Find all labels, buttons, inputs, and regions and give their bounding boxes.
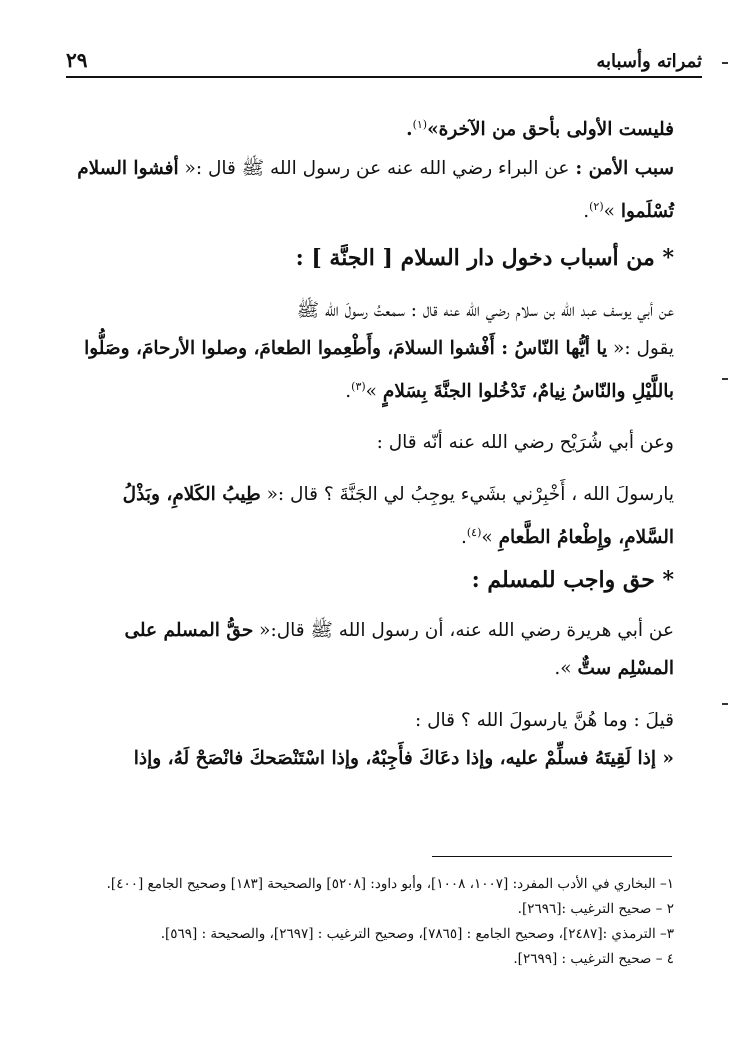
page-header xyxy=(66,36,702,78)
footnote-ref: (٣) xyxy=(351,380,366,393)
paragraph-5: يارسولَ الله ، أَخْبِرْني بشَيء يوجِبُ لي الجَنَّةَ ؟ قال :« طِيبُ الكَلامِ، وبَذْلُ السَّلامِ، وإِطْعامُ الطَّعامِ »$^{(٤)}$. xyxy=(122,484,674,549)
footnote-ref: (١) xyxy=(412,118,428,131)
paragraph-4: وعن أبي شُرَيْح رضي الله عنه أنّه قال : xyxy=(376,432,674,453)
page-number: ٢٩ xyxy=(66,48,88,72)
paragraph-lead: سبب الأمن : xyxy=(575,158,674,179)
footnote-1: ١– البخاري في الأدب المفرد: [١٠٠٧، ١٠٠٨]، وأبو داود: [٥٢٠٨] والصحيحة [١٨٣] وصحيح الجامع [٤٠٠]. xyxy=(106,876,674,892)
paragraph-2: سبب الأمن : عن البراء رضي الله عنه عن رسول الله ﷺ قال :« أفشوا السلام تُسْلَموا »$^{(٢)}$. xyxy=(77,158,674,223)
paragraph-line: يقول :« يا أيُّها النّاسُ : أَفْشوا السلامَ، وأَطْعِموا الطعامَ، وصلوا الأرحامَ، وصَلُّوا باللَّيْلِ والنّاسُ نِيامٌ، تَدْخُلوا الجنَّةَ بِسَلامٍ »$^{(٣)}$. xyxy=(84,338,674,403)
footnote-separator xyxy=(432,856,672,857)
footnote-4: ٤ – صحيح الترغيب : [٢٦٩٩]. xyxy=(513,951,674,967)
footnote-ref: (٤) xyxy=(466,526,482,539)
running-title: ثمراته وأسبابه xyxy=(596,51,702,72)
footnote-ref: (٢) xyxy=(589,200,604,213)
footnote-3: ٣– الترمذي :[٢٤٨٧]، وصحيح الجامع : [٧٨٦٥]، وصحيح الترغيب : [٢٦٩٧]، والصحيحة : [٥٦٩]. xyxy=(160,926,674,942)
paragraph-8: « إذا لَقِيتَهُ فسلِّمْ عليه، وإذا دعَاكَ فأَجِبْهُ، وإذا اسْتَنْصَحكَ فانْصَحْ لَهُ، وإذا xyxy=(133,748,674,769)
hadith-quote: يا أيُّها النّاسُ : أَفْشوا السلامَ، وأَطْعِموا الطعامَ، وصلوا الأرحامَ، وصَلُّوا باللَّيْلِ والنّاسُ نِيامٌ، تَدْخُلوا الجنَّةَ بِسَلامٍ xyxy=(84,338,674,403)
paragraph-7: قيلَ : وما هُنَّ يارسولَ الله ؟ قال : xyxy=(414,710,674,731)
hadith-quote: أفشوا السلام تُسْلَموا xyxy=(77,158,674,223)
margin-mark xyxy=(722,703,728,705)
paragraph-1: فليست الأولى بأحق من الآخرة»$^{(١)}$. xyxy=(406,118,674,141)
hadith-quote: طِيبُ الكَلامِ، وبَذْلُ السَّلامِ، وإِطْعامُ الطَّعامِ xyxy=(122,484,674,549)
margin-mark xyxy=(722,378,728,380)
section-heading-2: * حق واجب للمسلم : xyxy=(471,567,674,593)
paragraph-line: عن أبي يوسف عبد الله بن سلام رضي الله عنه قال : سمعتُ رسولَ الله ﷺ xyxy=(296,300,674,321)
footnote-2: ٢ – صحيح الترغيب :[٢٦٩٦]. xyxy=(517,901,674,917)
footnotes xyxy=(64,872,674,972)
section-heading-1: * من أسباب دخول دار السلام [ الجنَّة ] : xyxy=(295,245,674,271)
paragraph-6: عن أبي هريرة رضي الله عنه، أن رسول الله ﷺ قال:« حقُّ المسلم على المسْلِم ستٌّ ». xyxy=(124,620,674,679)
paragraph-3 xyxy=(74,292,674,411)
hadith-quote: حقُّ المسلم على المسْلِم ستٌّ xyxy=(124,620,674,679)
margin-mark xyxy=(722,62,728,64)
